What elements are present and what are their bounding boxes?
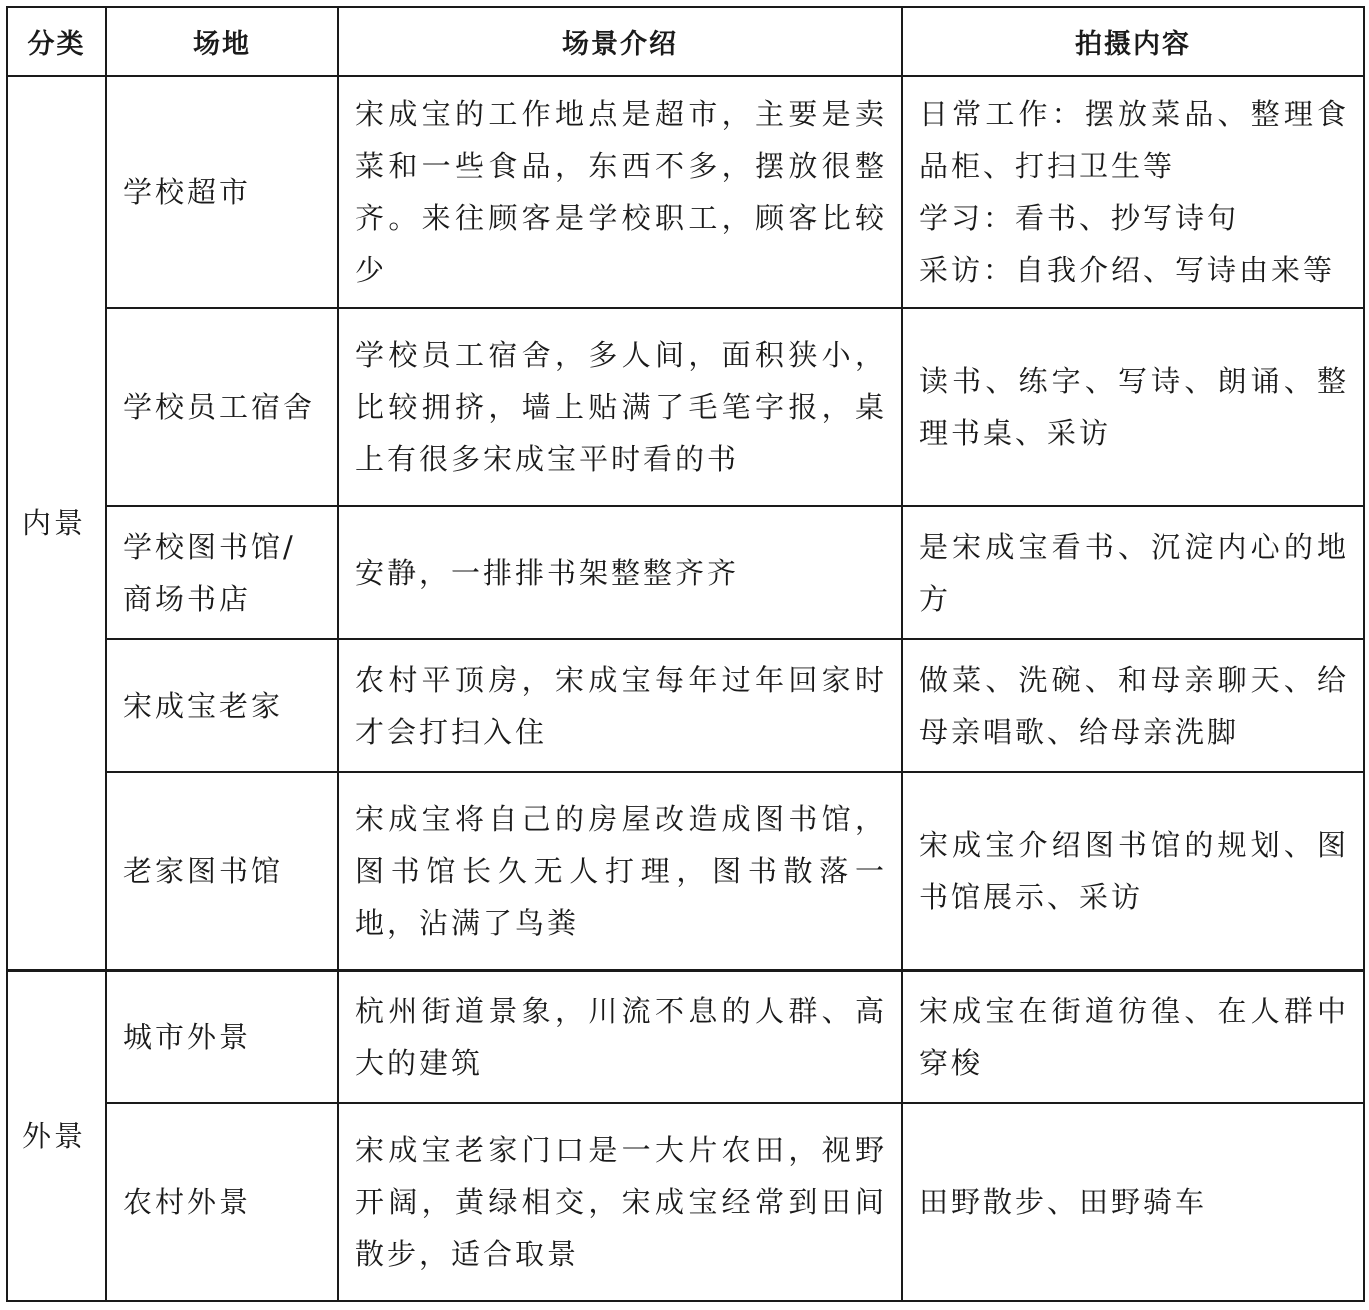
content-cell	[902, 308, 1364, 506]
venue-cell: 学校图书馆/商场书店	[106, 506, 338, 639]
venue-cell: 老家图书馆	[106, 772, 338, 970]
category-interior: 内景	[7, 76, 106, 970]
content-line: 日常工作：摆放菜品、整理食品柜、打扫卫生等	[919, 97, 1349, 183]
table-row	[7, 1103, 1364, 1301]
content-cell	[902, 639, 1364, 772]
content-line: 宋成宝在街道彷徨、在人群中穿梭	[919, 993, 1349, 1080]
venue-cell: 农村外景	[106, 1103, 338, 1301]
venue-cell: 城市外景	[106, 970, 338, 1103]
table-row	[7, 970, 1364, 1103]
scene-cell: 安静，一排排书架整整齐齐	[338, 506, 902, 639]
scene-cell: 杭州街道景象，川流不息的人群、高大的建筑	[338, 970, 902, 1103]
content-cell	[902, 76, 1364, 308]
venue-cell: 学校员工宿舍	[106, 308, 338, 506]
content-line: 采访：自我介绍、写诗由来等	[919, 253, 1336, 287]
header-venue: 场地	[106, 7, 338, 76]
scene-cell: 学校员工宿舍，多人间，面积狭小，比较拥挤，墙上贴满了毛笔字报，桌上有很多宋成宝平时看的书	[338, 308, 902, 506]
table-row	[7, 76, 1364, 308]
content-line: 宋成宝介绍图书馆的规划、图书馆展示、采访	[919, 827, 1349, 914]
content-cell	[902, 1103, 1364, 1301]
scene-cell: 农村平顶房，宋成宝每年过年回家时才会打扫入住	[338, 639, 902, 772]
content-cell	[902, 772, 1364, 970]
header-category: 分类	[7, 7, 106, 76]
table-row	[7, 639, 1364, 772]
header-scene: 场景介绍	[338, 7, 902, 76]
scene-cell: 宋成宝的工作地点是超市，主要是卖菜和一些食品，东西不多，摆放很整齐。来往顾客是学校职工，顾客比较少	[338, 76, 902, 308]
table-row	[7, 772, 1364, 970]
shooting-plan-table	[6, 6, 1365, 1302]
header-row	[7, 7, 1364, 76]
content-line: 读书、练字、写诗、朗诵、整理书桌、采访	[919, 364, 1349, 450]
table-row	[7, 506, 1364, 639]
category-exterior: 外景	[7, 970, 106, 1301]
content-line: 学习：看书、抄写诗句	[919, 201, 1240, 235]
content-cell	[902, 506, 1364, 639]
content-line: 是宋成宝看书、沉淀内心的地方	[919, 529, 1349, 616]
scene-cell: 宋成宝老家门口是一大片农田，视野开阔，黄绿相交，宋成宝经常到田间散步，适合取景	[338, 1103, 902, 1301]
venue-cell: 学校超市	[106, 76, 338, 308]
header-content: 拍摄内容	[902, 7, 1364, 76]
scene-cell: 宋成宝将自己的房屋改造成图书馆，图书馆长久无人打理，图书散落一地，沾满了鸟粪	[338, 772, 902, 970]
content-line: 田野散步、田野骑车	[919, 1185, 1208, 1219]
content-cell	[902, 970, 1364, 1103]
venue-cell: 宋成宝老家	[106, 639, 338, 772]
content-line: 做菜、洗碗、和母亲聊天、给母亲唱歌、给母亲洗脚	[919, 662, 1349, 749]
table-row	[7, 308, 1364, 506]
